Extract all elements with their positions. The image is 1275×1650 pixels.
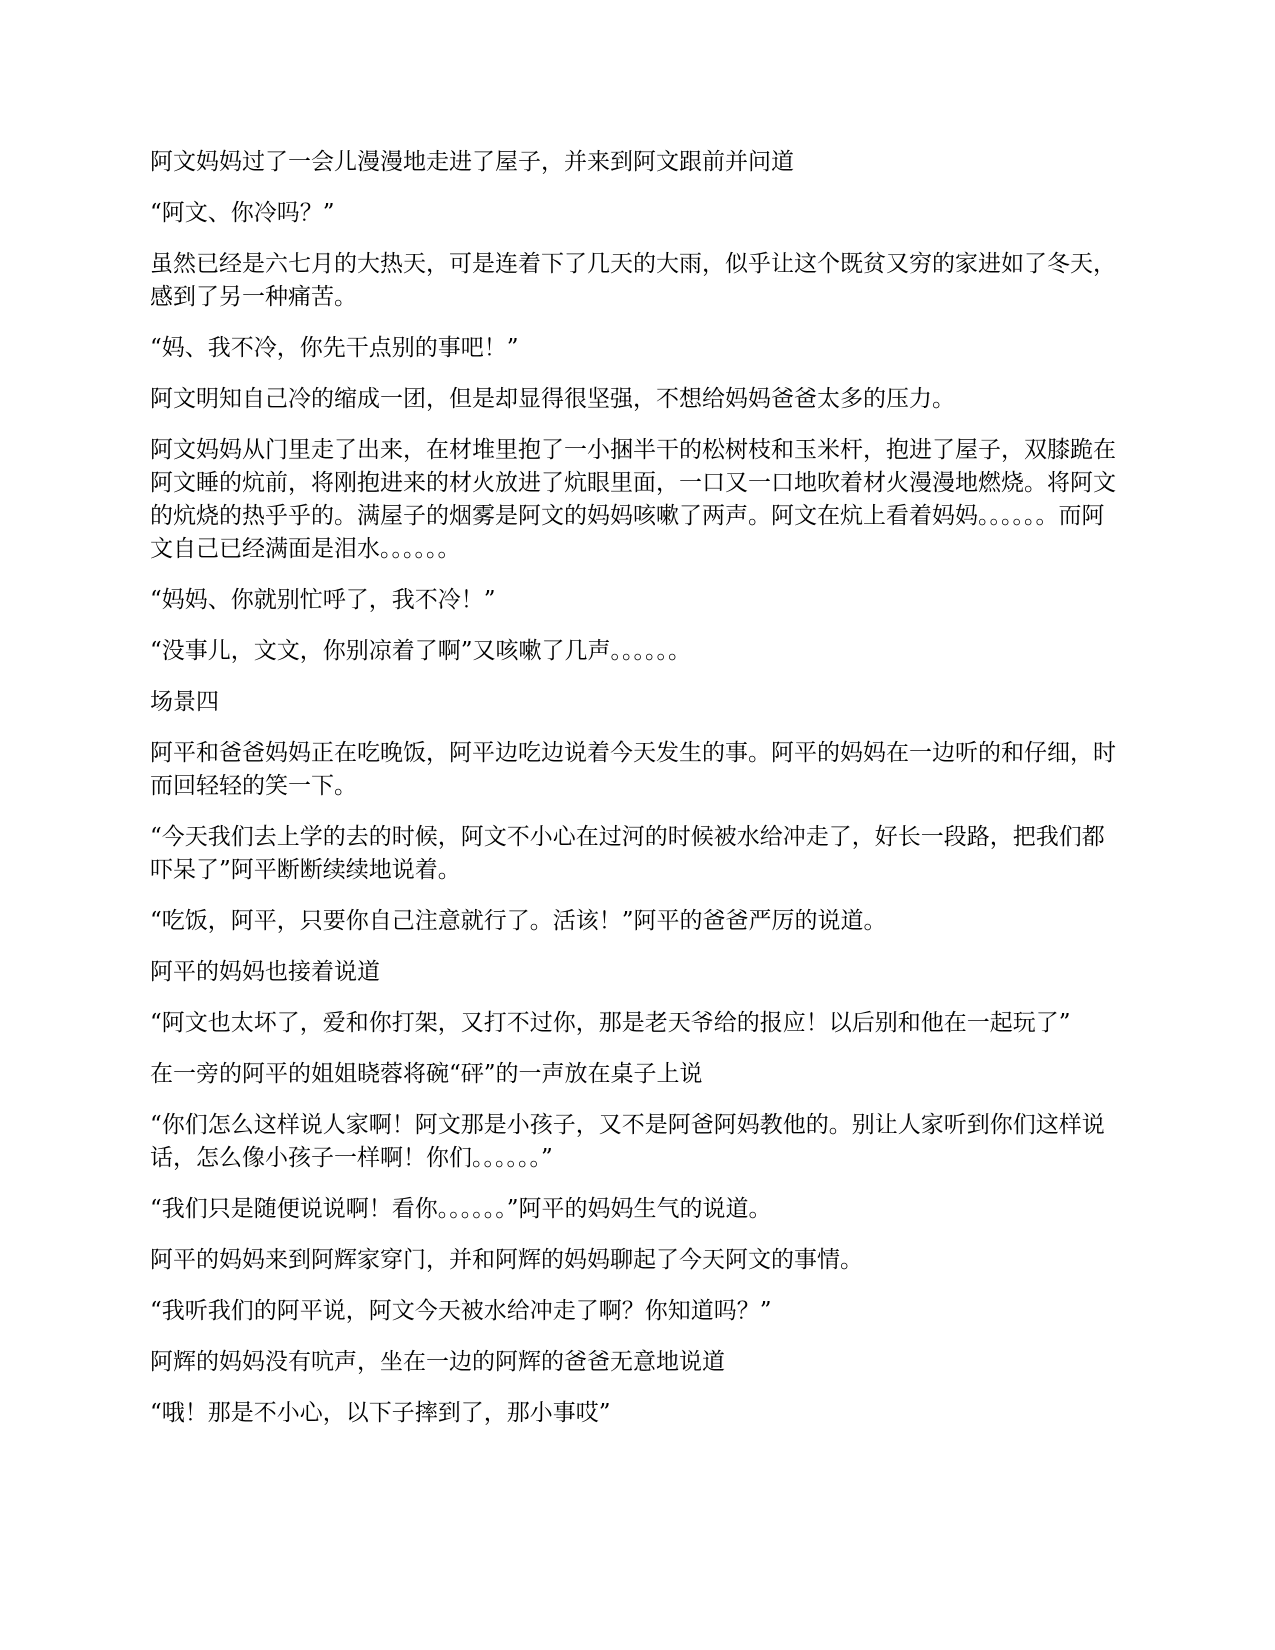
paragraph: 阿平的妈妈也接着说道 xyxy=(150,959,380,985)
paragraph: “妈、我不冷，你先干点别的事吧！” xyxy=(150,335,519,361)
paragraph: “妈妈、你就别忙呼了，我不冷！” xyxy=(150,587,496,613)
paragraph: “今天我们去上学的去的时候，阿文不小心在过河的时候被水给冲走了，好长一段路，把我们都吓呆了”阿平断断续续地说着。 xyxy=(150,824,1105,883)
paragraph: 阿平和爸爸妈妈正在吃晚饭，阿平边吃边说着今天发生的事。阿平的妈妈在一边听的和仔细，时而回轻轻的笑一下。 xyxy=(150,740,1116,799)
paragraph: “我听我们的阿平说，阿文今天被水给冲走了啊？你知道吗？” xyxy=(150,1298,772,1324)
paragraph: “我们只是随便说说啊！看你。。。。。。”阿平的妈妈生气的说道。 xyxy=(150,1196,772,1222)
paragraph: “阿文也太坏了，爱和你打架，又打不过你，那是老天爷给的报应！以后别和他在一起玩了” xyxy=(150,1010,1071,1036)
paragraph: 阿文妈妈过了一会儿漫漫地走进了屋子，并来到阿文跟前并问道 xyxy=(150,149,794,175)
paragraph: 阿辉的妈妈没有吭声，坐在一边的阿辉的爸爸无意地说道 xyxy=(150,1349,725,1375)
paragraph: “你们怎么这样说人家啊！阿文那是小孩子，又不是阿爸阿妈教他的。别让人家听到你们这样说话，怎么像小孩子一样啊！你们。。。。。。” xyxy=(150,1112,1105,1171)
paragraph: 在一旁的阿平的姐姐晓蓉将碗“砰”的一声放在桌子上说 xyxy=(150,1061,703,1087)
paragraph: 阿文妈妈从门里走了出来，在材堆里抱了一小捆半干的松树枝和玉米杆，抱进了屋子，双膝跪在阿文睡的炕前，将刚抱进来的材火放进了炕眼里面，一口又一口地吹着材火漫漫地燃烧。将阿文的炕烧的热乎乎的。满屋子的烟雾是阿文的妈妈咳嗽了两声。阿文在炕上看着妈妈。。。。。。而阿文自己已经满面是泪水。。。。。。 xyxy=(150,437,1116,562)
paragraph: 虽然已经是六七月的大热天，可是连着下了几天的大雨，似乎让这个既贫又穷的家进如了冬天，感到了另一种痛苦。 xyxy=(150,251,1116,310)
paragraph: “没事儿，文文，你别凉着了啊”又咳嗽了几声。。。。。。 xyxy=(150,638,692,664)
paragraph: 阿平的妈妈来到阿辉家穿门，并和阿辉的妈妈聊起了今天阿文的事情。 xyxy=(150,1247,863,1273)
scene-heading: 场景四 xyxy=(150,689,219,715)
document-page xyxy=(150,146,1125,1448)
paragraph: “哦！那是不小心，以下子摔到了，那小事哎” xyxy=(150,1400,611,1426)
paragraph: “吃饭，阿平，只要你自己注意就行了。活该！”阿平的爸爸严厉的说道。 xyxy=(150,908,887,934)
paragraph: “阿文、你冷吗？” xyxy=(150,200,335,226)
paragraph: 阿文明知自己冷的缩成一团，但是却显得很坚强，不想给妈妈爸爸太多的压力。 xyxy=(150,386,955,412)
